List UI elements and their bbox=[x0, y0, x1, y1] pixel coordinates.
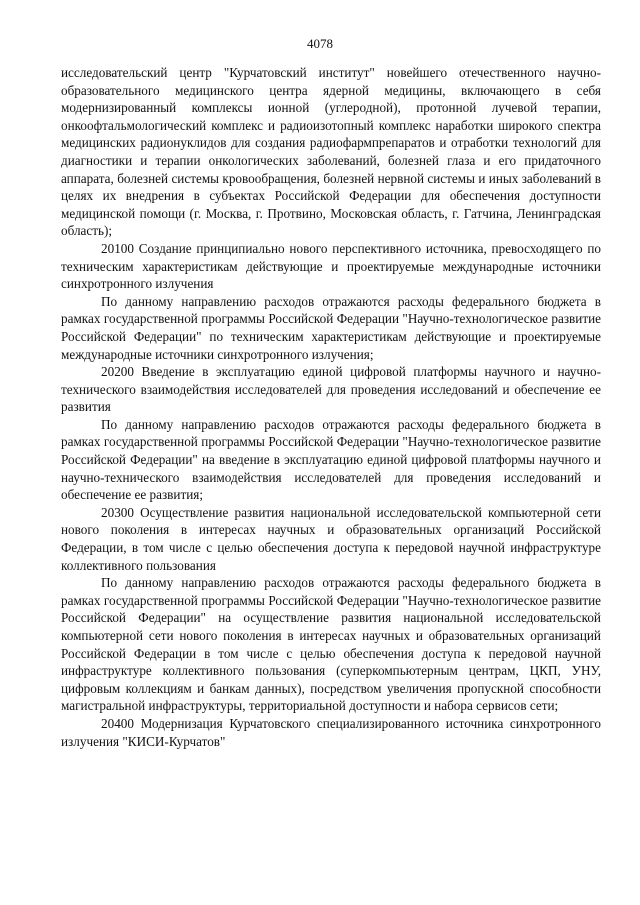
paragraph-code-20100: 20100 Создание принципиально нового перспективного источника, превосходящего по техническим характеристикам действующие и проектируемые международные источники синхротронного излучения bbox=[61, 240, 601, 292]
paragraph-continuation: исследовательский центр "Курчатовский институт" новейшего отечественного научно-образовательного медицинского центра ядерной медицины, включающего в себя модернизированный комплексы ионной (углеродной), протонной лучевой терапии, онкоофтальмологический комплекс и радиоизотопный комплекс наработки широкого спектра медицинских радионуклидов для создания радиофармпрепаратов и отработки технологий для диагностики и терапии онкологических заболеваний, болезней глаза и его придаточного аппарата, болезней системы кровообращения, болезней нервной системы и иных заболеваний в целях их внедрения в субъектах Российской Федерации для обеспечения доступности медицинской помощи (г. Москва, г. Протвино, Московская область, г. Гатчина, Ленинградская область); bbox=[61, 65, 601, 239]
body-text bbox=[61, 64, 601, 750]
page-number: 4078 bbox=[307, 36, 333, 51]
paragraph-code-20200: 20200 Введение в эксплуатацию единой цифровой платформы научного и научно-технического взаимодействия исследователей для проведения исследований и обеспечение ее развития bbox=[61, 364, 601, 415]
paragraph-description-20300: По данному направлению расходов отражаются расходы федерального бюджета в рамках государственной программы Российской Федерации "Научно-технологическое развитие Российской Федерации" на осуществление развития национальной исследовательской компьютерной сети нового поколения в интересах научных и образовательных организаций Российской Федерации в том числе с целью обеспечения доступа к передовой научной инфраструктуре коллективного пользования (суперкомпьютерным центрам, ЦКП, УНУ, цифровым коллекциям и банкам данных), посредством увеличения пропускной способности магистральной инфраструктуры, территориальной доступности и набора сервисов сети; bbox=[61, 575, 601, 714]
paragraph-description-20200: По данному направлению расходов отражаются расходы федерального бюджета в рамках государственной программы Российской Федерации "Научно-технологическое развитие Российской Федерации" на введение в эксплуатацию единой цифровой платформы научного и научно-технического взаимодействия исследователей для проведения исследований и обеспечение ее развития; bbox=[61, 416, 601, 503]
paragraph-code-20400: 20400 Модернизация Курчатовского специализированного источника синхротронного излучения "КИСИ-Курчатов" bbox=[61, 715, 601, 749]
paragraph-code-20300: 20300 Осуществление развития национальной исследовательской компьютерной сети нового поколения в интересах научных и образовательных организаций Российской Федерации, в том числе с целью обеспечения доступа к передовой научной инфраструктуре коллективного пользования bbox=[61, 504, 601, 573]
paragraph-description-20100: По данному направлению расходов отражаются расходы федерального бюджета в рамках государственной программы Российской Федерации "Научно-технологическое развитие Российской Федерации" по техническим характеристикам действующие и проектируемые международные источники синхротронного излучения; bbox=[61, 293, 601, 362]
